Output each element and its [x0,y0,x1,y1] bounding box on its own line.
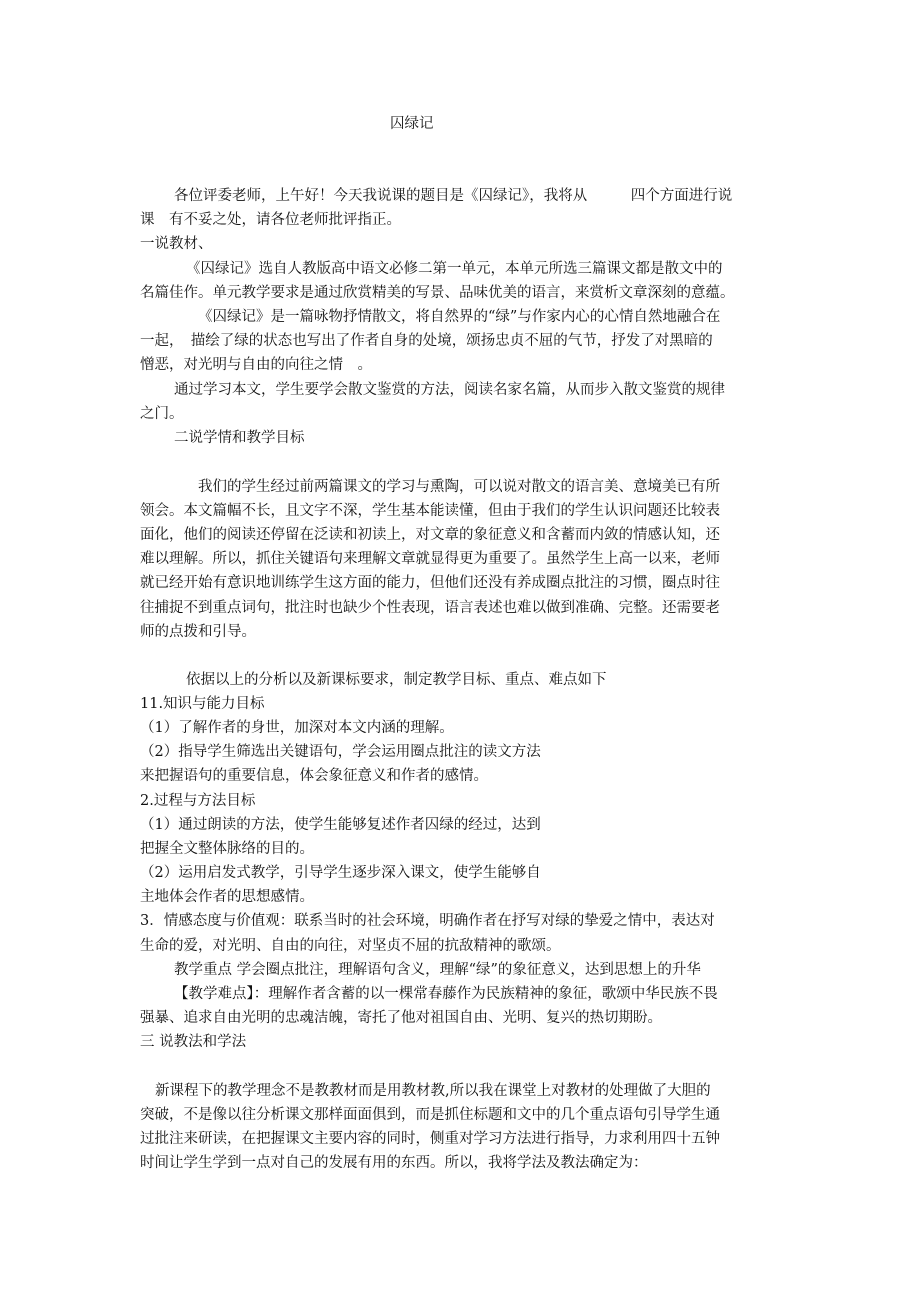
text-line: 《囚绿记》是一篇咏物抒情散文，将自然界的“绿”与作家内心的心情自然地融合在 [198,309,721,325]
section-heading: 三 说教法和学法 [140,1034,247,1050]
section-heading: 11.知识与能力目标 [140,696,265,712]
text-line: 名篇佳作。单元教学要求是通过欣赏精美的写景、品味优美的语言，来赏析文章深刻的意蕴。 [140,285,735,301]
text-line: 时间让学生学到一点对自己的发展有用的东西。所以，我将学法及教法确定为： [140,1155,648,1171]
text-line: 各位评委老师，上午好！今天我说课的题目是《囚绿记》，我将从 四个方面进行说 [174,188,733,204]
section-heading: 一说教材、 [140,236,213,252]
text-line: 一起， 描绘了绿的状态也写出了作者自身的处境，颂扬忠贞不屈的气节，抒发了对黑暗的 [140,333,713,349]
text-line: 主地体会作者的思想感情。 [140,889,314,905]
list-item: （2）指导学生筛选出关键语句，学会运用圈点批注的读文方法 [140,744,541,760]
text-line: 突破，不是像以往分析课文那样面面俱到，而是抓住标题和文中的几个重点语句引导学生通 [140,1107,720,1123]
text-line: 我们的学生经过前两篇课文的学习与熏陶，可以说对散文的语言美、意境美已有所 [198,479,720,495]
text-line: 3．情感态度与价值观：联系当时的社会环境，明确作者在抒写对绿的挚爱之情中，表达对 [140,913,715,929]
text-line: 领会。本文篇幅不长，且文字不深，学生基本能读懂，但由于我们的学生认识问题还比较表 [140,503,720,519]
section-heading: 2.过程与方法目标 [140,793,256,809]
text-line: 来把握语句的重要信息，体会象征意义和作者的感情。 [140,768,488,784]
text-line: 憎恶，对光明与自由的向往之情 。 [140,357,372,373]
text-line: 新课程下的教学理念不是教教材而是用教材教,所以我在课堂上对教材的处理做了大胆的 [155,1083,711,1099]
text-line: 【教学难点】：理解作者含蓄的以一棵常春藤作为民族精神的象征，歌颂中华民族不畏 [174,986,718,1002]
text-line: 课 有不妥之处，请各位老师批评指正。 [140,212,401,228]
text-line: 《囚绿记》选自人教版高中语文必修二第一单元，本单元所选三篇课文都是散文中的 [186,261,723,277]
text-line: 通过学习本文，学生要学会散文鉴赏的方法，阅读名家名篇，从而步入散文鉴赏的规律 [174,382,725,398]
text-line: 把握全文整体脉络的目的。 [140,841,314,857]
text-line: 就已经开始有意识地训练学生这方面的能力，但他们还没有养成圈点批注的习惯，圈点时往 [140,575,720,591]
text-line: 难以理解。所以，抓住关键语句来理解文章就显得更为重要了。虽然学生上高一以来，老师 [140,551,720,567]
text-line: 教学重点 学会圈点批注，理解语句含义，理解“绿”的象征意义，达到思想上的升华 [174,962,701,978]
text-line: 面化，他们的阅读还停留在泛读和初读上，对文章的象征意义和含蓄而内敛的情感认知，还 [140,527,720,543]
text-line: 依据以上的分析以及新课标要求，制定教学目标、重点、难点如下 [186,672,607,688]
text-line: 强暴、追求自由光明的忠魂洁魄，寄托了他对祖国自由、光明、复兴的热切期盼。 [140,1010,662,1026]
section-heading: 二说学情和教学目标 [174,430,305,446]
list-item: （1）了解作者的身世，加深对本文内涵的理解。 [140,720,454,736]
text-line: 师的点拨和引导。 [140,624,256,640]
list-item: （2）运用启发式教学，引导学生逐步深入课文，使学生能够自 [140,865,541,881]
list-item: （1）通过朗读的方法，使学生能够复述作者囚绿的经过，达到 [140,817,541,833]
page-title: 囚绿记 [390,116,434,132]
text-line: 之门。 [140,406,184,422]
text-line: 生命的爱，对光明、自由的向往，对坚贞不屈的抗敌精神的歌颂。 [140,938,561,954]
text-line: 过批注来研读，在把握课文主要内容的同时，侧重对学习方法进行指导，力求利用四十五钟 [140,1131,720,1147]
text-line: 往捕捉不到重点词句，批注时也缺少个性表现，语言表述也难以做到准确、完整。还需要老 [140,600,720,616]
